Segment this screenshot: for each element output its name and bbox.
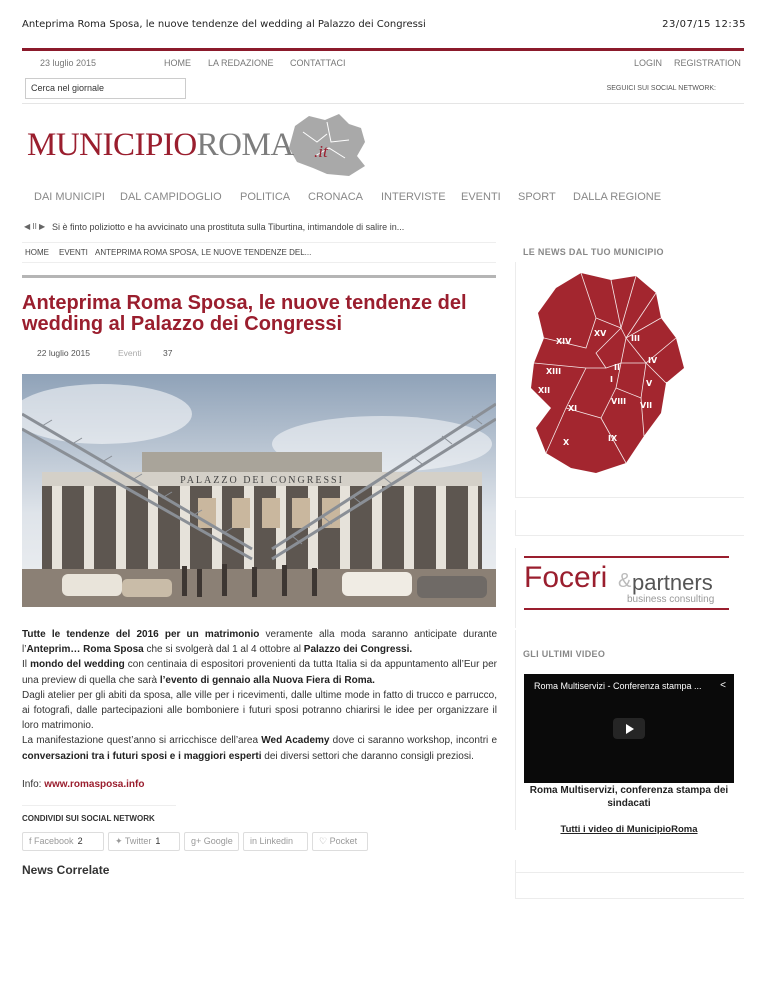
- header-divider: [22, 103, 744, 104]
- body-text: con centinaia di espositori provenienti da tutta Italia si da appuntamento all’Eur per una preview di quella che sarà: [22, 659, 497, 686]
- nav-item-interviste[interactable]: INTERVISTE: [381, 191, 446, 203]
- nav-item-cronaca[interactable]: CRONACA: [308, 191, 364, 203]
- linkedin-label: Linkedin: [259, 836, 294, 846]
- related-news-heading: News Correlate: [22, 863, 110, 877]
- video-caption[interactable]: Roma Multiservizi, conferenza stampa dei sindacati: [529, 785, 729, 809]
- sidebar-divider: [515, 535, 744, 536]
- nav-item-politica[interactable]: POLITICA: [240, 191, 291, 203]
- share-divider: [22, 805, 176, 806]
- sidebar-border: [515, 510, 516, 535]
- article-photo: [22, 374, 496, 607]
- map-label-iv: IV: [648, 356, 658, 365]
- article-date: 22 luglio 2015: [37, 348, 90, 358]
- article-body: [22, 627, 497, 764]
- body-strong: conversazioni tra i futuri sposi e i maggiori esperti: [22, 750, 262, 762]
- info-label: Info:: [22, 779, 45, 790]
- pocket-icon: ♡: [319, 836, 328, 846]
- body-strong: Anteprim… Roma Sposa: [26, 644, 144, 656]
- sidebar-border: [515, 630, 516, 830]
- map-label-ii: II: [614, 363, 620, 372]
- body-strong: Wed Academy: [261, 735, 330, 747]
- map-label-ix: IX: [608, 434, 618, 443]
- google-plus-icon: g+: [191, 836, 202, 846]
- ad-partners: partners: [632, 570, 713, 595]
- breadcrumb-home[interactable]: HOME: [25, 248, 49, 257]
- ad-bottom-rule: [524, 608, 729, 610]
- facebook-label: Facebook: [34, 836, 74, 846]
- nav-item-eventi[interactable]: EVENTI: [461, 191, 501, 203]
- body-strong: l’evento di gennaio alla Nuova Fiera di Roma.: [159, 674, 375, 686]
- all-videos-link[interactable]: Tutti i video di MunicipioRoma: [560, 824, 698, 835]
- social-follow-label: SEGUICI SUI SOCIAL NETWORK:: [606, 85, 716, 92]
- site-logo[interactable]: [27, 112, 372, 182]
- pocket-label: Pocket: [329, 836, 358, 846]
- facebook-count: 2: [77, 836, 83, 846]
- breadcrumb-divider-top: [22, 242, 496, 243]
- nav-contattaci-link[interactable]: CONTATTACI: [290, 58, 346, 68]
- sidebar-border: [515, 548, 516, 628]
- twitter-label: Twitter: [124, 836, 152, 846]
- sidebar-border: [515, 262, 516, 497]
- map-label-xiv: XIV: [556, 337, 572, 346]
- nav-item-municipi[interactable]: DAI MUNICIPI: [34, 191, 105, 203]
- map-label-xv: XV: [594, 329, 607, 338]
- breadcrumb-divider-bottom: [22, 262, 496, 263]
- breadcrumb-eventi[interactable]: EVENTI: [59, 248, 88, 257]
- logo-part-roma: ROMA: [196, 127, 294, 163]
- map-label-vi: VI: [666, 381, 676, 390]
- sidebar-divider: [515, 497, 744, 498]
- body-text: La manifestazione quest’anno si arricchisce dell’area: [22, 735, 262, 747]
- print-page-title: Anteprima Roma Sposa, le nuove tendenze del wedding al Palazzo dei Congressi: [22, 19, 426, 30]
- building-sign: PALAZZO DEI CONGRESSI: [180, 475, 344, 486]
- map-label-v: V: [646, 379, 653, 388]
- sidebar-divider: [515, 898, 744, 899]
- linkedin-icon: in: [250, 836, 258, 846]
- body-strong: Palazzo dei Congressi.: [303, 644, 413, 656]
- body-strong: mondo del wedding: [30, 659, 125, 671]
- foceri-partners-ad[interactable]: [524, 556, 736, 616]
- body-text: dove ci saranno workshop, incontri e: [329, 735, 498, 747]
- palazzo-congressi-photo: [22, 374, 496, 607]
- logo-part-municipio: MUNICIPIO: [27, 127, 197, 163]
- sidebar-video-heading: GLI ULTIMI VIDEO: [523, 649, 606, 659]
- body-paragraph: Dagli atelier per gli abiti da sposa, alle ville per i ricevimenti, dalle ultime mode in fatto di trucco e parrucco, ai fotografi, dalle partecipazioni alle bomboniere i futuri sposi potranno chiarirsi le idee per organizzare il loro matrimonio.: [22, 689, 497, 732]
- ad-tagline: business consulting: [627, 594, 715, 605]
- map-label-iii: III: [631, 334, 640, 343]
- map-label-viii: VIII: [611, 397, 627, 406]
- sidebar-divider: [515, 872, 744, 873]
- body-text: Il: [22, 659, 31, 671]
- current-date: 23 luglio 2015: [40, 58, 97, 68]
- nav-item-sport[interactable]: SPORT: [518, 191, 556, 203]
- twitter-icon: ✦: [115, 836, 123, 846]
- ticker-controls[interactable]: ◀ II ▶: [24, 222, 46, 231]
- print-datetime: 23/07/15 12:35: [662, 19, 746, 30]
- map-label-x: X: [563, 438, 570, 447]
- sidebar-news-heading: LE NEWS DAL TUO MUNICIPIO: [523, 247, 664, 257]
- ad-ampersand: &: [618, 570, 632, 592]
- body-strong: Tutte le tendenze del 2016 per un matrimonio: [22, 629, 260, 640]
- map-label-xii: XII: [538, 386, 551, 395]
- login-link[interactable]: LOGIN: [634, 58, 663, 68]
- article-top-bar: [22, 275, 496, 278]
- article-info: [22, 779, 144, 790]
- map-label-xi: XI: [568, 404, 578, 413]
- facebook-icon: f: [29, 836, 32, 846]
- logo-suffix: .it: [314, 142, 328, 161]
- ad-brand: Foceri: [524, 561, 608, 594]
- play-icon[interactable]: [613, 718, 645, 739]
- registration-link[interactable]: REGISTRATION: [674, 58, 741, 68]
- nav-item-campidoglio[interactable]: DAL CAMPIDOGLIO: [120, 191, 222, 203]
- share-linkedin-button[interactable]: [243, 832, 308, 851]
- share-label: CONDIVIDI SUI SOCIAL NETWORK: [22, 814, 155, 823]
- share-pocket-button[interactable]: [312, 832, 368, 851]
- body-text: che si svolgerà dal 1 al 4 ottobre al: [143, 644, 304, 656]
- article-category[interactable]: Eventi: [118, 348, 142, 358]
- article-comment-count[interactable]: 37: [163, 348, 173, 358]
- twitter-count: 1: [155, 836, 161, 846]
- map-label-vii: VII: [640, 401, 653, 410]
- logo-wordmark: [27, 127, 294, 164]
- nav-redazione-link[interactable]: LA REDAZIONE: [208, 58, 274, 68]
- share-google-button[interactable]: [184, 832, 239, 851]
- article-title: Anteprima Roma Sposa, le nuove tendenze del wedding al Palazzo dei Congressi: [22, 292, 467, 335]
- ad-top-rule: [524, 556, 729, 558]
- map-label-xiii: XIII: [546, 367, 562, 376]
- rome-municipi-map: [526, 268, 686, 478]
- share-facebook-button[interactable]: [22, 832, 104, 851]
- nav-item-regione[interactable]: DALLA REGIONE: [573, 191, 662, 203]
- sidebar-border: [515, 860, 516, 898]
- video-player[interactable]: [524, 674, 734, 783]
- map-label-i: I: [610, 375, 613, 384]
- video-player-title: Roma Multiservizi - Conferenza stampa ...: [534, 681, 702, 691]
- top-accent-bar: [22, 48, 744, 51]
- google-label: Google: [203, 836, 233, 846]
- share-twitter-button[interactable]: [108, 832, 180, 851]
- nav-home-link[interactable]: HOME: [164, 58, 191, 68]
- share-icon[interactable]: <: [720, 680, 726, 691]
- info-link[interactable]: www.romasposa.info: [44, 779, 145, 790]
- body-text: veramente alla moda saranno anticipate durante l’: [22, 629, 498, 656]
- municipi-map[interactable]: [526, 268, 686, 478]
- search-input[interactable]: Cerca nel giornale: [25, 78, 186, 99]
- body-text: dei diversi settori che daranno consigli preziosi.: [261, 750, 474, 762]
- ticker-headline[interactable]: Si è finto poliziotto e ha avvicinato una prostituta sulla Tiburtina, intimandole di salire in...: [52, 222, 405, 232]
- breadcrumb-current: ANTEPRIMA ROMA SPOSA, LE NUOVE TENDENZE DEL...: [95, 248, 312, 257]
